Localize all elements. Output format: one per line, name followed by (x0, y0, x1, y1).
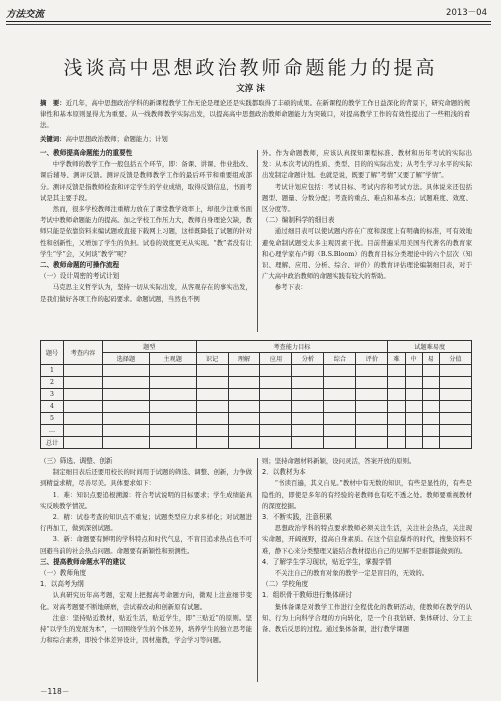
table-row (41, 401, 472, 413)
column-divider (257, 150, 258, 332)
abstract-label: 摘 要： (40, 99, 66, 107)
issue-number: 2013－04 (446, 8, 487, 18)
paragraph: 制定细目表后还要用校长的时间用于试题的筛选、调整、创新，力争做到精益求精，尽善尽美。具体要求如下： (40, 468, 252, 488)
table-subheader: 分析 (292, 353, 324, 365)
left-column-upper (40, 148, 252, 305)
table-row (41, 365, 472, 377)
specification-table (40, 340, 472, 449)
table-subheader: 主观题 (149, 353, 196, 365)
subsection-heading: （三）筛选、调整、创新 (40, 457, 113, 465)
paragraph: 外。作为命题教师，应该认真探知课程标准、教材和历年考试的实际出发：从本次考试的性质、类型、目的的实际出发；从考生学习水平的实际出发制定命题计划。也就是说，既要了解“考情”又要了解“学情”。 (262, 149, 472, 180)
subsection-heading: 1．以高考为纲 (40, 580, 84, 589)
table-row (41, 437, 472, 449)
table-subheader: 评价 (356, 353, 388, 365)
section-heading: 三、提高教师命题水平的建议 (40, 557, 126, 566)
section-heading: 二、教师命题的可操作流程 (40, 261, 120, 270)
table-subheader: 难 (388, 353, 405, 365)
row-number: 3 (41, 389, 64, 401)
paragraph: 然而，很多学校教师注重精力放在了课堂教学效率上，却很少注重书面考试中教师命题能力的提高。加之学校工作压力大，教师自身理论欠缺，教师只能是依靠资料来编试题或直接下载网上习题，这样既降低了试题的针对性和创新性，又增加了学生的负担。试卷的效度更无从实现。“教”者没有让学生“学”会，又何谈“教学”呢？ (40, 205, 252, 258)
paragraph: 2．精：试卷考查的知识点不重复；试题类型应力求多样化；对试题进行再加工，做到深创试题。 (40, 513, 252, 533)
paragraph: 通过细目表可以使试题内容在广度和深度上有明确的标准，可有效地避免命制试题受太多主观因素干扰。目前普遍采用美国当代著名的教育家和心理学家布卢姆（B.S.Bloom）的教育目标分类理论中的六个层次（知识、理解、应用、分析、综合、评价）的教育评估理论编制细目表，对于广大高中政治教师的命题实践有较大的帮助。 (262, 227, 472, 281)
table-row (41, 425, 472, 437)
table-subheader: 理解 (228, 353, 260, 365)
table-subheader: 易 (422, 353, 439, 365)
page-number: －118－ (40, 687, 70, 696)
table-subheader: 中 (405, 353, 422, 365)
paragraph: “书读百遍，其义自见。”教材中有无数的知识，有些是显性的，有些是隐性的，即使是多年的有经验的老教师也有吃不透之处。教师要重视教材的深度挖掘。 (262, 479, 472, 510)
table-row (41, 413, 472, 425)
row-number: 5 (41, 413, 64, 425)
keywords-text: 高中思想政治教师；命题能力；计划 (65, 135, 168, 143)
paragraph: 1．难：知识点要追根溯源：符合考试说明的目标要求；学生成绩能真实反映教学情况。 (40, 490, 252, 510)
row-number: 4 (41, 401, 64, 413)
table-subheader: 分值 (439, 353, 471, 365)
abstract-text: 近几年，高中思想政治学科的新课程教学工作无论是理论还是实践都取得了丰硕的成果。在新课程的教学工作日益深化的背景下，研究命题的规律性和基本原则显得尤为重要。从一线教师教学实际出发，以提高高中思想政治教师命题能力为突破口，对提高教学工作的有效性提出了一些粗浅的看法。 (40, 99, 471, 129)
subsection-heading: （二）编制科学的细目表 (262, 216, 335, 225)
subsection-heading: 4．了解学生学习现状，贴近学生，掌握学情 (262, 557, 392, 566)
table-header-type: 题型 (103, 341, 197, 353)
author-name: 文淳 沫 (236, 84, 265, 94)
subsection-heading: 2．以教材为本 (262, 468, 306, 477)
total-label: 总计 (41, 437, 64, 449)
paragraph: 中学教师的教学工作一般包括五个环节，即：备课、讲课、作业批改、课后辅导、测评反馈。测评反馈是教师教学工作的最后环节和重要组成部分。测评反馈是指教师检查和评定学生的学业成绩，取得反馈信息，书面考试是其主要手段。 (40, 160, 252, 202)
right-column-upper (262, 148, 472, 294)
subsection-heading: 3．不断实践，注意积累 (262, 513, 333, 522)
subsection-heading: （一）教师角度 (40, 569, 87, 578)
left-column-lower (40, 456, 252, 646)
row-number: 1 (41, 365, 64, 377)
paragraph: 3．新：命题要有鲜明的学科特点和时代气息，不盲目追求热点也不可回避当前的社会热点问题。命题要有新颖性和预测性。 (40, 535, 252, 555)
table-header-content: 考查内容 (64, 341, 103, 365)
header-rule-thin (6, 24, 491, 25)
subsection-heading: （一）设计周密的考试计划 (40, 272, 120, 281)
paragraph: 认真研究历年高考题，宏观上把握高考命题方向，微观上注意细节变化。对高考题要不断地研磨，尝试着改动和创新原有试题。 (40, 591, 252, 611)
table-row (41, 377, 472, 389)
column-divider (257, 458, 258, 682)
table-header-qnum: 题号 (41, 341, 64, 365)
subsection-heading: 1．组织骨干教师进行集体研讨 (262, 591, 352, 600)
paragraph: 考试计划应包括：考试目标、考试内容和考试方法。具体说来还包括题型、题量、分数分配；考查的重点、难点和基本点；试题难度、效度、区分度等。 (262, 182, 472, 214)
paragraph: 注意：坚持贴近教材，贴近生活，贴近学生，即“三贴近”的原则。坚持“以学生的发展为本”，一切围绕学生的个体差异，培养学生的独立思考能力和综合素养，即按个体差异设计，因材施教，学会学习等问题。 (40, 613, 252, 645)
paragraph: 不关注自己的教育对象的教学一定是盲目的，无效的。 (274, 569, 429, 578)
subsection-heading: （二）学校角度 (262, 580, 309, 589)
paragraph: 集体备课是对教学工作进行全程优化的教研活动，使教师在教学的认知、行为上向科学合理的方向转化，是一个自我钻研、集体研讨、分工主备、教后反思的过程。通过集体备课，进行教学课题 (262, 602, 472, 634)
keywords-label: 关键词： (40, 135, 66, 143)
paragraph: 马克思主义哲学认为，坚持一切从实际出发，从客观存在的事实出发，是我们做好各项工作的起码要求。命题试题，当然也不例 (40, 283, 252, 303)
table-header-goal: 考查能力目标 (196, 341, 388, 353)
section-heading: 一、教师提高命题能力的重要性 (40, 149, 133, 157)
table-subheader: 应用 (260, 353, 292, 365)
table-subheader: 选择题 (103, 353, 150, 365)
table-row (41, 389, 472, 401)
paragraph: 则；坚持命题材料新颖，设问灵活，答案开放的原则。 (262, 457, 416, 465)
keywords (40, 134, 470, 144)
paragraph: 参考下表： (274, 283, 307, 292)
row-number: 2 (41, 377, 64, 389)
abstract (40, 98, 470, 131)
article-title: 浅谈高中思想政治教师命题能力的提高 (63, 57, 438, 79)
table-subheader: 综合 (324, 353, 356, 365)
table-header-level: 试题难易度 (388, 341, 472, 353)
header-rule (6, 21, 491, 22)
journal-section-label: 方法交流 (6, 9, 45, 20)
paragraph: 思想政治学科的特点要求教师必须关注生活，关注社会热点，关注现实命题，开阔视野，提高自身素质。在这个信息爆炸的时代，搜集资料不难，静下心来分类整理又能结合教材提出自己的见解不是谁都能做到的。 (262, 524, 472, 555)
row-number: … (41, 425, 64, 437)
right-column-lower (262, 456, 472, 635)
table-subheader: 识记 (196, 353, 228, 365)
